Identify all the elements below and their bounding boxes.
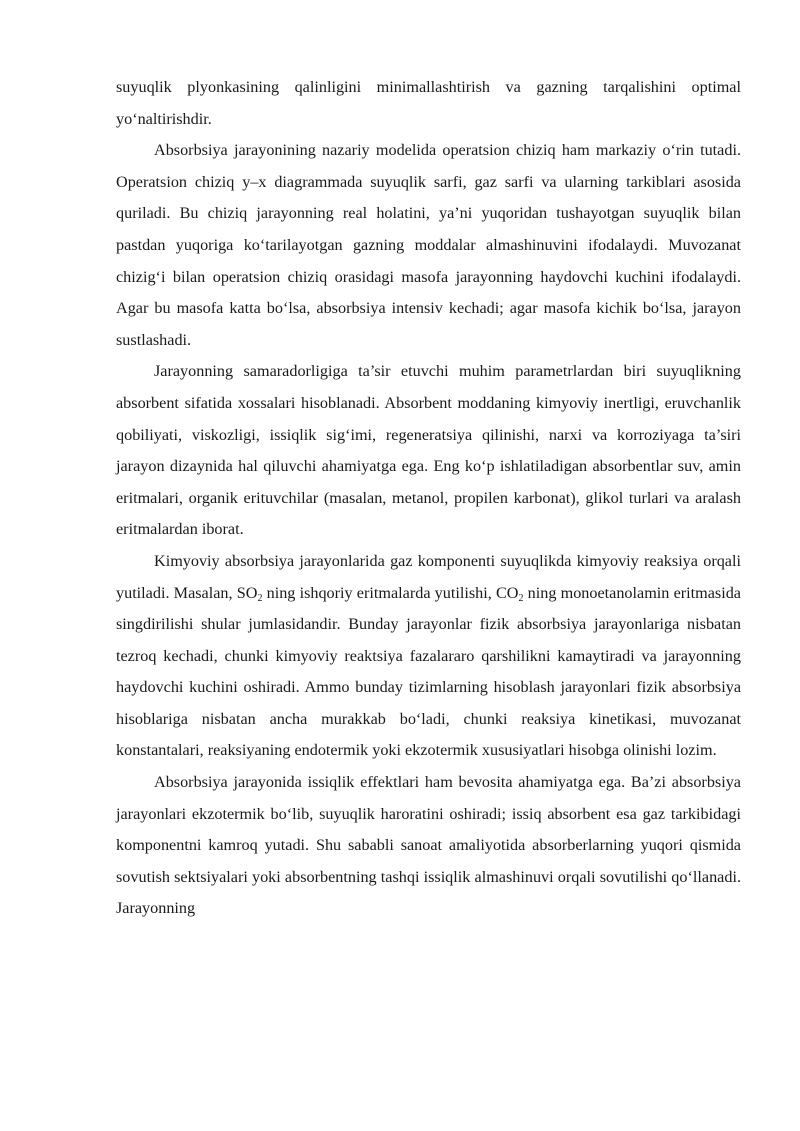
paragraph-text: Kimyoviy absorbsiya jarayonlarida gaz komponenti suyuqlikda kimyoviy reaksiya orqali yutiladi. Masalan, SO [116,551,741,602]
paragraph-text: Absorbsiya jarayonida issiqlik effektlari ham bevosita ahamiyatga ega. Ba’zi absorbsiya jarayonlari ekzotermik bo‘lib, suyuqlik haroratini oshiradi; issiq absorbent esa gaz tarkibidagi komponentni kamroq yutadi. Shu sababli sanoat amaliyotida absorberlarning yuqori qismida sovutish sektsiyalari yoki absorbentning tashqi issiqlik almashinuvi orqali sovutilishi qo‘llanadi. Jarayonning [116,773,741,918]
paragraph-text: ning ishqoriy eritmalarda yutilishi, CO [262,583,519,602]
paragraph-text: Absorbsiya jarayonining nazariy modelida operatsion chiziq ham markaziy o‘rin tutadi. Operatsion chiziq y–x diagrammada suyuqlik sarfi, gaz sarfi va ularning tarkiblari asosida quriladi. Bu chiziq jarayonning real holatini, ya’ni yuqoridan tushayotgan suyuqlik bilan pastdan yuqoriga ko‘tarilayotgan gazning moddalar almashinuvini ifodalaydi. Muvozanat chizig‘i bilan operatsion chiziq orasidagi masofa jarayonning haydovchi kuchini ifodalaydi. Agar bu masofa katta bo‘lsa, absorbsiya intensiv kechadi; agar masofa kichik bo‘lsa, jarayon sustlashadi. [116,141,741,349]
paragraph [116,546,741,767]
body-text [116,72,741,925]
paragraph-text: Jarayonning samaradorligiga ta’sir etuvchi muhim parametrlardan biri suyuqlikning absorbent sifatida xossalari hisoblanadi. Absorbent moddaning kimyoviy inertligi, eruvchanlik qobiliyati, viskozligi, issiqlik sig‘imi, regeneratsiya qilinishi, narxi va korroziyaga ta’siri jarayon dizaynida hal qiluvchi ahamiyatga ega. Eng ko‘p ishlatiladigan absorbentlar suv, amin eritmalari, organik erituvchilar (masalan, metanol, propilen karbonat), glikol turlari va aralash eritmalardan iborat. [116,362,741,539]
paragraph [116,356,741,546]
paragraph [116,135,741,356]
paragraph-text: ning monoetanolamin eritmasida singdirilishi shular jumlasidandir. Bunday jarayonlar fizik absorbsiya jarayonlariga nisbatan tezroq kechadi, chunki kimyoviy reaktsiya fazalararo qarshilikni kamaytiradi va jarayonning haydovchi kuchini oshiradi. Ammo bunday tizimlarning hisoblash jarayonlari fizik absorbsiya hisoblariga nisbatan ancha murakkab bo‘ladi, chunki reaksiya kinetikasi, muvozanat konstantalari, reaksiyaning endotermik yoki ekzotermik xususiyatlari hisobga olinishi lozim. [116,583,741,760]
paragraph [116,767,741,925]
paragraph-text: suyuqlik plyonkasining qalinligini minimallashtirish va gazning tarqalishini optimal yo‘naltirishdir. [116,78,741,128]
subscript: 2 [518,592,524,604]
paragraph [116,72,741,135]
subscript: 2 [257,592,263,604]
